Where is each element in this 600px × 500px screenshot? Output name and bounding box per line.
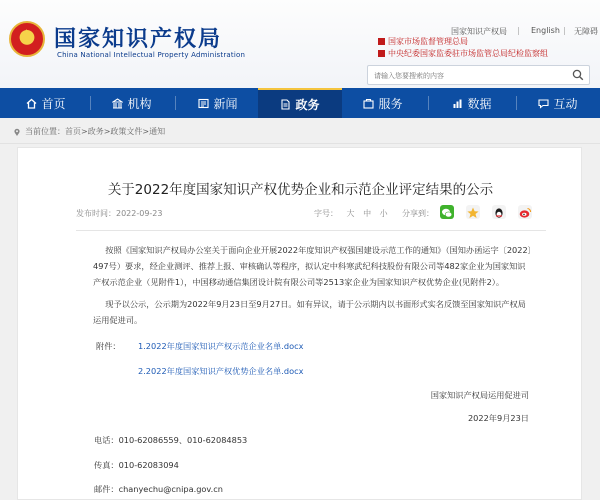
share-label: 分享到： bbox=[402, 209, 434, 218]
top-link-accessibility[interactable]: 无障碍 bbox=[574, 27, 598, 36]
star-icon: ★ bbox=[20, 27, 33, 43]
nav-divider bbox=[90, 96, 91, 110]
nav-label: 政务 bbox=[295, 97, 320, 112]
breadcrumb-separator: > bbox=[142, 127, 150, 136]
nav-label: 新闻 bbox=[213, 96, 238, 111]
flag-icon bbox=[378, 50, 385, 57]
contact-phone: 电话：010-62086559、010-62084853 bbox=[94, 435, 248, 445]
article-title: 关于2022年度国家知识产权优势企业和示范企业评定结果的公示 bbox=[107, 182, 494, 198]
site-header bbox=[0, 0, 600, 88]
notice-item[interactable] bbox=[388, 48, 548, 60]
issuer-signature: 国家知识产权局运用促进司 bbox=[430, 390, 529, 400]
nav-item-interaction[interactable] bbox=[522, 88, 594, 118]
breadcrumb-separator: > bbox=[81, 127, 88, 136]
article-paragraph-1: 按照《国家知识产权局办公室关于面向企业开展2022年度知识产权强国建设示范工作的通知》（国知办函运字〔2022〕497号）要求，经企业测评、推荐上报、审核确认等程序，拟认定中科寒武纪科技股份有限公司等482家企业为国家知识产权示范企业（见附件1），中国移动通信集团设计院有限公司等2513家企业为国家知识产权优势企业(见附件2）。 bbox=[93, 245, 532, 287]
flag-icon bbox=[378, 38, 385, 45]
qzone-share-icon[interactable] bbox=[466, 205, 480, 219]
breadcrumb-prefix: 当前位置： bbox=[25, 127, 65, 136]
font-size-label: 字号： bbox=[314, 209, 338, 218]
main-nav bbox=[0, 88, 600, 118]
nav-divider bbox=[175, 96, 176, 110]
contact-fax: 传真：010-62083094 bbox=[94, 460, 179, 470]
nav-divider bbox=[428, 96, 429, 110]
notice-item[interactable] bbox=[388, 36, 548, 48]
chart-icon bbox=[452, 98, 463, 109]
contact-email: 邮件：chanyechu@cnipa.gov.cn bbox=[94, 484, 223, 494]
nav-item-organization[interactable] bbox=[96, 88, 168, 118]
font-size-control bbox=[314, 208, 394, 219]
document-icon bbox=[280, 99, 291, 110]
attachments-label: 附件： bbox=[96, 341, 121, 351]
breadcrumb-item-government-affairs[interactable]: 政务 bbox=[87, 127, 104, 136]
nav-label: 数据 bbox=[467, 96, 492, 111]
nav-divider bbox=[516, 96, 517, 110]
article-paragraph-2: 现予以公示，公示期为2022年9月23日至9月27日。如有异议，请于公示期内以书面形式实名反馈至国家知识产权局运用促进司。 bbox=[93, 299, 526, 325]
breadcrumb-item-policy-documents[interactable]: 政策文件 bbox=[110, 127, 143, 136]
top-link-english[interactable]: English bbox=[531, 26, 560, 35]
nav-label: 机构 bbox=[127, 96, 152, 111]
top-link-separator: | bbox=[563, 26, 566, 35]
site-title-en: China National Intellectual Property Administration bbox=[57, 51, 246, 59]
breadcrumb-item-notices[interactable]: 通知 bbox=[149, 127, 166, 136]
nav-label: 服务 bbox=[378, 96, 403, 111]
attachment-link-demonstration-enterprises[interactable]: 1.2022年度国家知识产权示范企业名单.docx bbox=[138, 341, 304, 351]
issue-date: 2022年9月23日 bbox=[467, 413, 529, 423]
newspaper-icon bbox=[198, 98, 209, 109]
nav-label: 互动 bbox=[553, 96, 578, 111]
notice-links bbox=[388, 36, 548, 60]
notice-label: 国家市场监督管理总局 bbox=[388, 37, 468, 46]
top-link-home[interactable]: 国家知识产权局 bbox=[451, 27, 507, 36]
site-title[interactable]: 国家知识产权局 bbox=[54, 27, 223, 52]
nav-label: 首页 bbox=[41, 96, 66, 111]
building-icon bbox=[112, 98, 123, 109]
breadcrumb-separator: > bbox=[103, 127, 111, 136]
article-card bbox=[17, 147, 582, 500]
nav-item-home[interactable] bbox=[10, 88, 82, 118]
service-icon bbox=[363, 98, 374, 109]
nav-item-government-affairs[interactable] bbox=[258, 88, 342, 118]
publish-date: 发布时间：2022-09-23 bbox=[76, 209, 163, 218]
search-box bbox=[367, 65, 590, 85]
nav-item-data[interactable] bbox=[436, 88, 508, 118]
location-icon bbox=[13, 128, 21, 136]
home-icon bbox=[26, 98, 37, 109]
qq-share-icon[interactable] bbox=[492, 205, 506, 219]
breadcrumb-item-home[interactable]: 首页 bbox=[65, 127, 81, 136]
font-size-large[interactable]: 大 bbox=[346, 209, 355, 218]
breadcrumb-bar bbox=[0, 118, 600, 144]
article-meta bbox=[18, 206, 583, 228]
weibo-share-icon[interactable] bbox=[518, 205, 532, 219]
search-input[interactable] bbox=[374, 69, 564, 82]
chat-icon bbox=[538, 98, 549, 109]
search-icon[interactable] bbox=[572, 69, 584, 81]
national-emblem-logo[interactable] bbox=[9, 21, 45, 57]
wechat-share-icon[interactable] bbox=[440, 205, 454, 219]
font-size-medium[interactable]: 中 bbox=[363, 209, 372, 218]
breadcrumb bbox=[13, 126, 165, 137]
attachment-link-advantage-enterprises[interactable]: 2.2022年度国家知识产权优势企业名单.docx bbox=[138, 366, 304, 376]
divider bbox=[76, 230, 546, 231]
font-size-small[interactable]: 小 bbox=[379, 209, 388, 218]
notice-label: 中央纪委国家监委驻市场监管总局纪检监察组 bbox=[388, 49, 548, 58]
nav-item-news[interactable] bbox=[182, 88, 254, 118]
nav-item-services[interactable] bbox=[347, 88, 419, 118]
top-link-separator: | bbox=[517, 26, 520, 35]
